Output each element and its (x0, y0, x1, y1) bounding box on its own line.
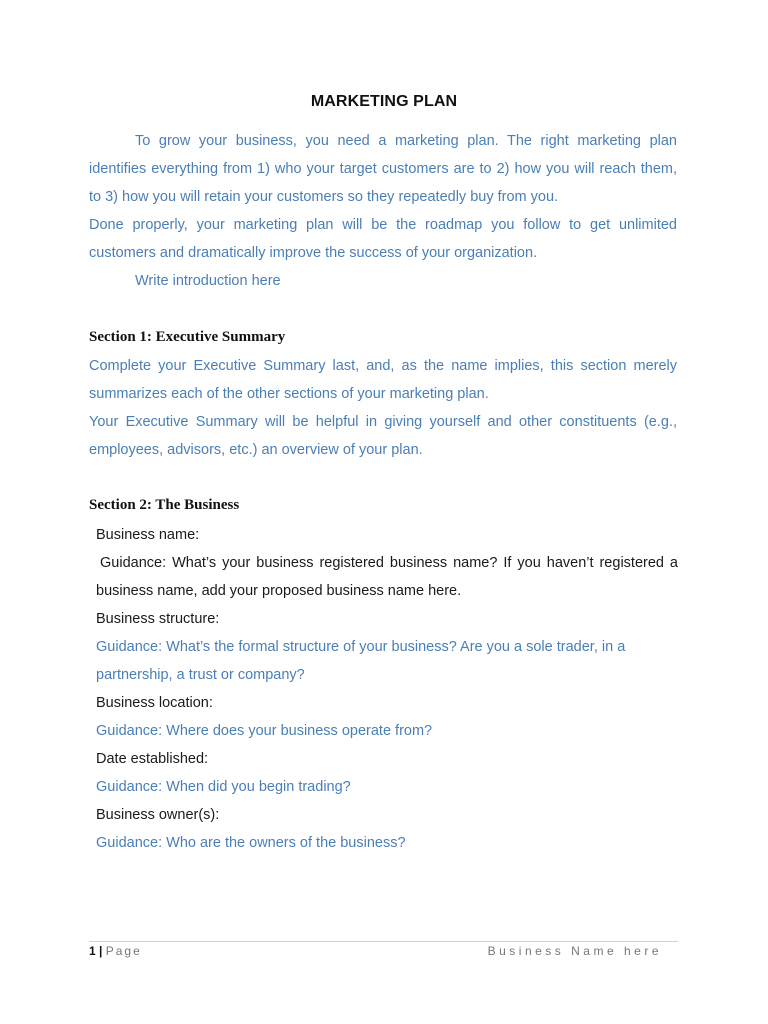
section-1-paragraph-2: Your Executive Summary will be helpful in giving yourself and other constituents (e.g., employees, advisors, etc.) an overview of your plan. (89, 414, 677, 458)
business-name-label: Business name: (96, 527, 200, 543)
business-structure-guidance: Guidance: What’s the formal structure of your business? Are you a sole trader, in a partnership, a trust or company? (96, 639, 626, 683)
business-location-label: Business location: (96, 695, 213, 711)
document-title: MARKETING PLAN (310, 93, 458, 110)
footer-page-label (89, 944, 142, 958)
business-owners-label: Business owner(s): (96, 807, 220, 823)
footer-business-name: Business Name here (487, 944, 662, 958)
business-fields (96, 521, 678, 857)
business-owners-guidance: Guidance: Who are the owners of the business? (96, 835, 406, 851)
business-structure-label: Business structure: (96, 611, 220, 627)
section-1-paragraph-1: Complete your Executive Summary last, and, as the name implies, this section merely summarizes each of the other sections of your marketing plan. (89, 358, 677, 402)
date-established-label: Date established: (96, 751, 209, 767)
business-location-guidance: Guidance: Where does your business operate from? (96, 723, 433, 739)
page-word: Page (105, 944, 142, 958)
intro-paragraph-2: Done properly, your marketing plan will be the roadmap you follow to get unlimited customers and dramatically improve the success of your organization. (89, 217, 677, 261)
page-number: 1 (89, 944, 96, 958)
page-separator: | (99, 944, 103, 958)
section-1-heading: Section 1: Executive Summary (89, 329, 286, 345)
section-2-heading: Section 2: The Business (89, 497, 240, 513)
intro-paragraph-1: To grow your business, you need a marketing plan. The right marketing plan identifies everything from 1) who your target customers are to 2) how you will reach them, to 3) how you will retain your customers so they repeatedly buy from you. (89, 133, 677, 205)
date-established-guidance: Guidance: When did you begin trading? (96, 779, 351, 795)
intro-placeholder[interactable]: Write introduction here (135, 273, 281, 289)
business-name-guidance: Guidance: What’s your business registered business name? If you haven’t registered a business name, add your proposed business name here. (96, 555, 678, 599)
footer-divider (89, 941, 678, 942)
